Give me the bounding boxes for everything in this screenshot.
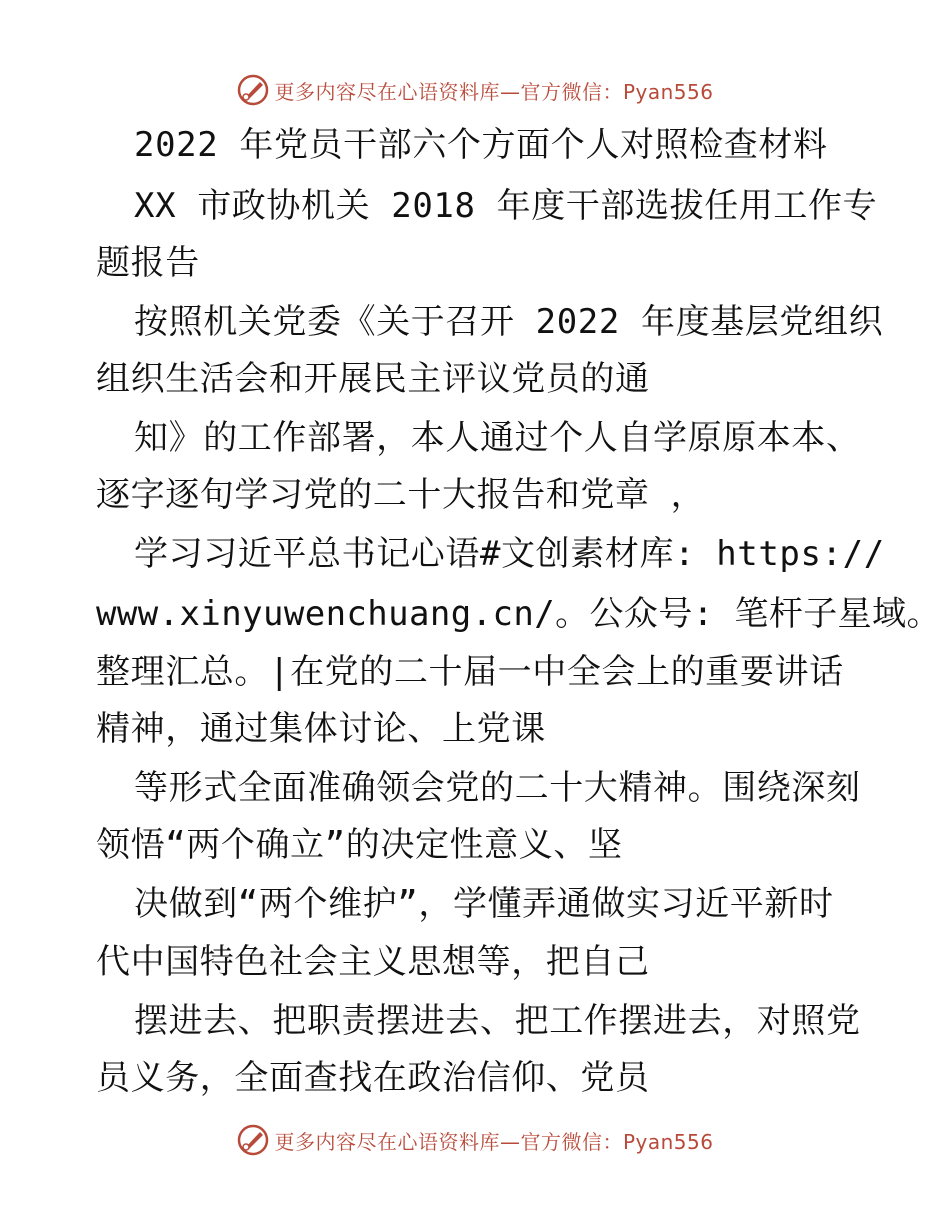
text-line: www.xinyuwenchuang.cn/。公众号: 笔杆子星域。 (96, 594, 941, 634)
watermark-text: 更多内容尽在心语资料库—官方微信：Pyan556 (274, 1129, 714, 1154)
watermark-banner-bottom (0, 1120, 950, 1160)
text-line: 摆进去、把职责摆进去、把工作摆进去，对照党 (134, 1001, 861, 1041)
watermark-text: 更多内容尽在心语资料库—官方微信：Pyan556 (274, 79, 714, 104)
text-line: 决做到“两个维护”，学懂弄通做实习近平新时 (134, 884, 834, 924)
watermark-banner-top (0, 70, 950, 110)
text-line: 学习习近平总书记心语#文创素材库: https:// (134, 534, 885, 574)
text-line: 组织生活会和开展民主评议党员的通 (96, 359, 650, 399)
text-line: 员义务，全面查找在政治信仰、党员 (96, 1058, 650, 1098)
text-line: 整理汇总。|在党的二十届一中全会上的重要讲话 (96, 652, 844, 692)
text-line: 代中国特色社会主义思想等，把自己 (96, 942, 650, 982)
quill-seal-icon (236, 1123, 270, 1157)
text-line: 按照机关党委《关于召开 2022 年度基层党组织 (134, 302, 884, 342)
document-title: 2022 年党员干部六个方面个人对照检查材料 (134, 125, 828, 165)
text-line: 等形式全面准确领会党的二十大精神。围绕深刻 (134, 768, 861, 808)
text-line: 精神，通过集体讨论、上党课 (96, 709, 546, 749)
quill-seal-icon (236, 73, 270, 107)
text-line: 领悟“两个确立”的决定性意义、坚 (96, 825, 623, 865)
text-line: 题报告 (96, 243, 200, 283)
text-line: XX 市政协机关 2018 年度干部选拔任用工作专 (134, 186, 878, 226)
text-line: 逐字逐句学习党的二十大报告和党章 ， (96, 475, 706, 515)
text-line: 知》的工作部署，本人通过个人自学原原本本、 (134, 418, 861, 458)
